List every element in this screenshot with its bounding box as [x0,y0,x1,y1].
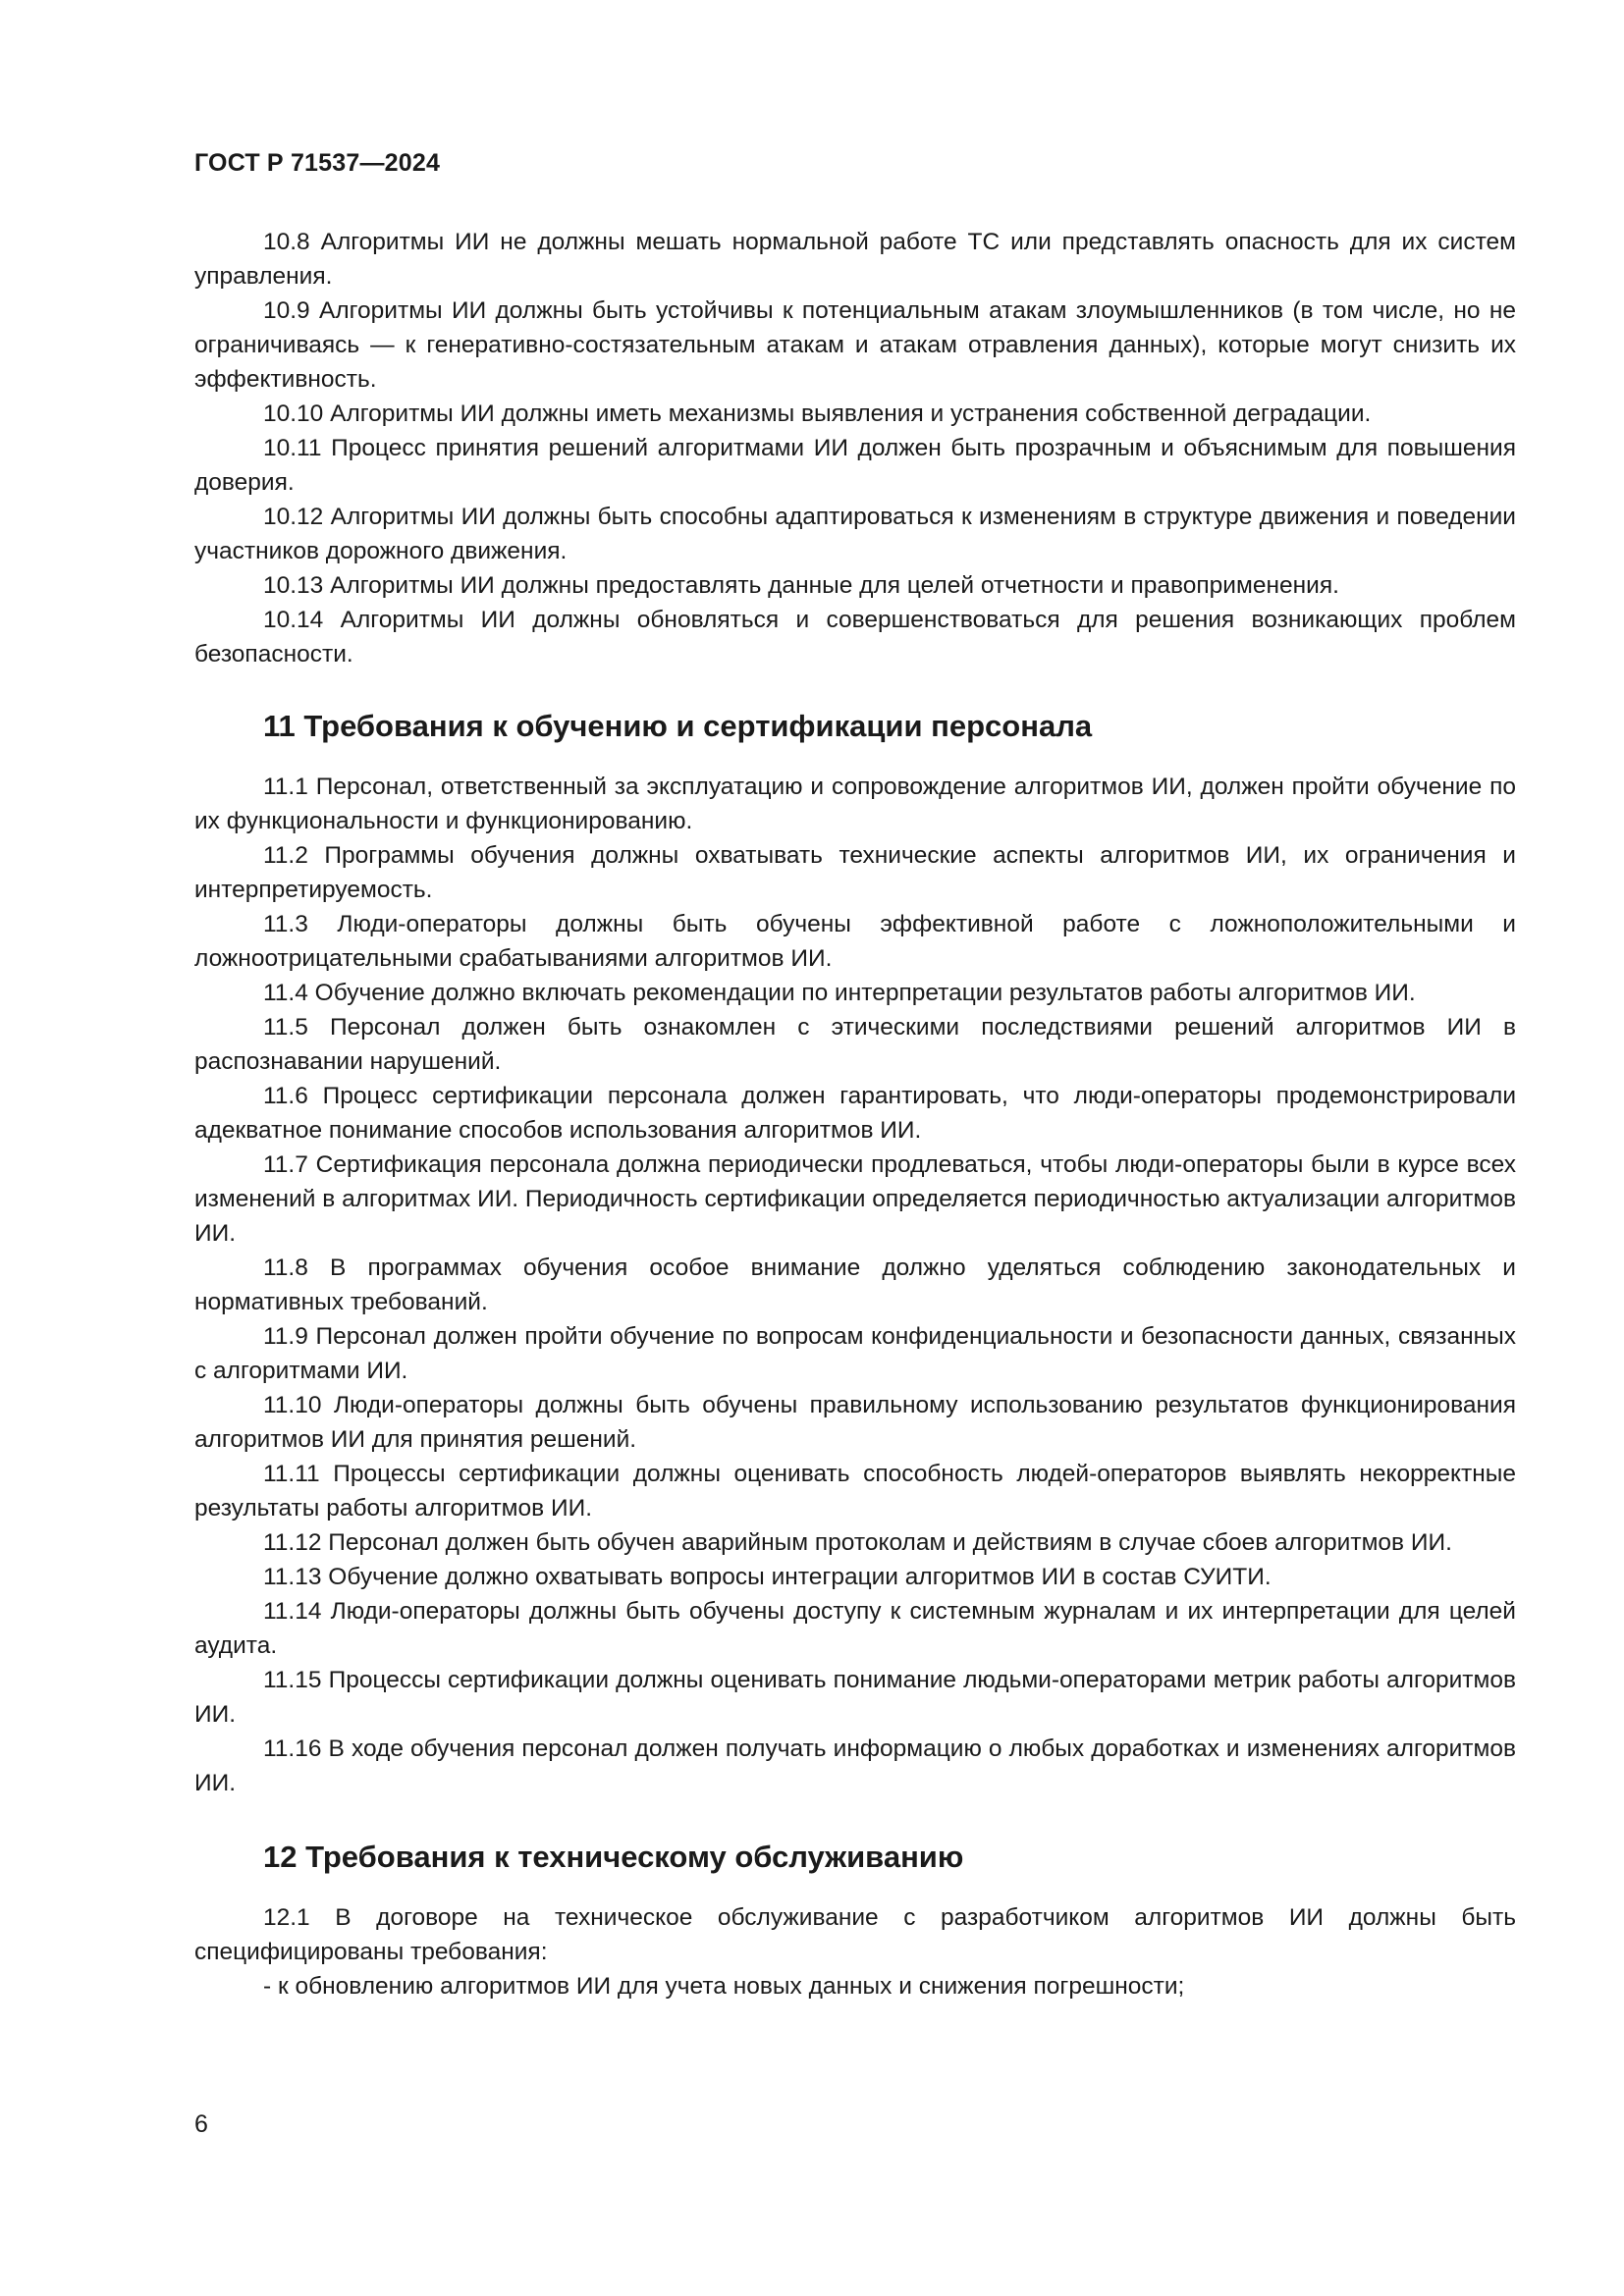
document-body [194,225,1516,2003]
clause-10-9: 10.9 Алгоритмы ИИ должны быть устойчивы к потенциальным атакам злоумышленников (в том числе, но не ограничиваясь — к генеративно-состязательным атакам и атакам отравления данных), которые могут снизить их эффективность. [194,297,1516,393]
clause-11-12: 11.12 Персонал должен быть обучен аварийным протоколам и действиям в случае сбоев алгоритмов ИИ. [263,1529,1452,1556]
clause-11-4: 11.4 Обучение должно включать рекомендации по интерпретации результатов работы алгоритмов ИИ. [263,980,1416,1006]
clause-10-14: 10.14 Алгоритмы ИИ должны обновляться и совершенствоваться для решения возникающих проблем безопасности. [194,607,1516,667]
clause-10-11: 10.11 Процесс принятия решений алгоритмами ИИ должен быть прозрачным и объяснимым для повышения доверия. [194,435,1516,496]
clause-11-1: 11.1 Персонал, ответственный за эксплуатацию и сопровождение алгоритмов ИИ, должен пройти обучение по их функциональности и функционированию. [194,774,1516,834]
clause-11-6: 11.6 Процесс сертификации персонала должен гарантировать, что люди-операторы продемонстрировали адекватное понимание способов использования алгоритмов ИИ. [194,1083,1516,1144]
clause-11-14: 11.14 Люди-операторы должны быть обучены доступу к системным журналам и их интерпретации для целей аудита. [194,1598,1516,1659]
clause-11-16: 11.16 В ходе обучения персонал должен получать информацию о любых доработках и изменениях алгоритмов ИИ. [194,1735,1516,1796]
clause-11-15: 11.15 Процессы сертификации должны оценивать понимание людьми-операторами метрик работы алгоритмов ИИ. [194,1667,1516,1728]
clause-11-9: 11.9 Персонал должен пройти обучение по вопросам конфиденциальности и безопасности данных, связанных с алгоритмами ИИ. [194,1323,1516,1384]
clause-12-1-list-item: - к обновлению алгоритмов ИИ для учета новых данных и снижения погрешности; [263,1973,1185,2000]
clause-10-13: 10.13 Алгоритмы ИИ должны предоставлять данные для целей отчетности и правоприменения. [263,572,1339,599]
clause-11-8: 11.8 В программах обучения особое внимание должно уделяться соблюдению законодательных и нормативных требований. [194,1255,1516,1315]
clause-11-13: 11.13 Обучение должно охватывать вопросы интеграции алгоритмов ИИ в состав СУИТИ. [263,1564,1272,1590]
section-11-heading: 11 Требования к обучению и сертификации персонала [263,709,1093,743]
clause-11-3: 11.3 Люди-операторы должны быть обучены эффективной работе с ложноположительными и ложноотрицательными срабатываниями алгоритмов ИИ. [194,911,1516,972]
clause-12-1: 12.1 В договоре на техническое обслуживание с разработчиком алгоритмов ИИ должны быть специфицированы требования: [194,1904,1516,1965]
clause-11-10: 11.10 Люди-операторы должны быть обучены правильному использованию результатов функционирования алгоритмов ИИ для принятия решений. [194,1392,1516,1453]
clause-11-7: 11.7 Сертификация персонала должна периодически продлеваться, чтобы люди-операторы были в курсе всех изменений в алгоритмах ИИ. Периодичность сертификации определяется периодичностью актуализации алгоритмов ИИ. [194,1151,1516,1247]
section-12-heading: 12 Требования к техническому обслуживанию [263,1840,964,1874]
clause-11-5: 11.5 Персонал должен быть ознакомлен с этическими последствиями решений алгоритмов ИИ в распознавании нарушений. [194,1014,1516,1075]
clause-11-2: 11.2 Программы обучения должны охватывать технические аспекты алгоритмов ИИ, их ограничения и интерпретируемость. [194,842,1516,903]
clause-10-10: 10.10 Алгоритмы ИИ должны иметь механизмы выявления и устранения собственной деградации. [263,400,1372,427]
clause-10-8: 10.8 Алгоритмы ИИ не должны мешать нормальной работе ТС или представлять опасность для их систем управления. [194,229,1516,290]
page-number: 6 [194,2110,208,2138]
clause-11-11: 11.11 Процессы сертификации должны оценивать способность людей-операторов выявлять некорректные результаты работы алгоритмов ИИ. [194,1461,1516,1522]
clause-10-12: 10.12 Алгоритмы ИИ должны быть способны адаптироваться к изменениям в структуре движения и поведении участников дорожного движения. [194,504,1516,564]
document-code: ГОСТ Р 71537—2024 [194,149,441,177]
